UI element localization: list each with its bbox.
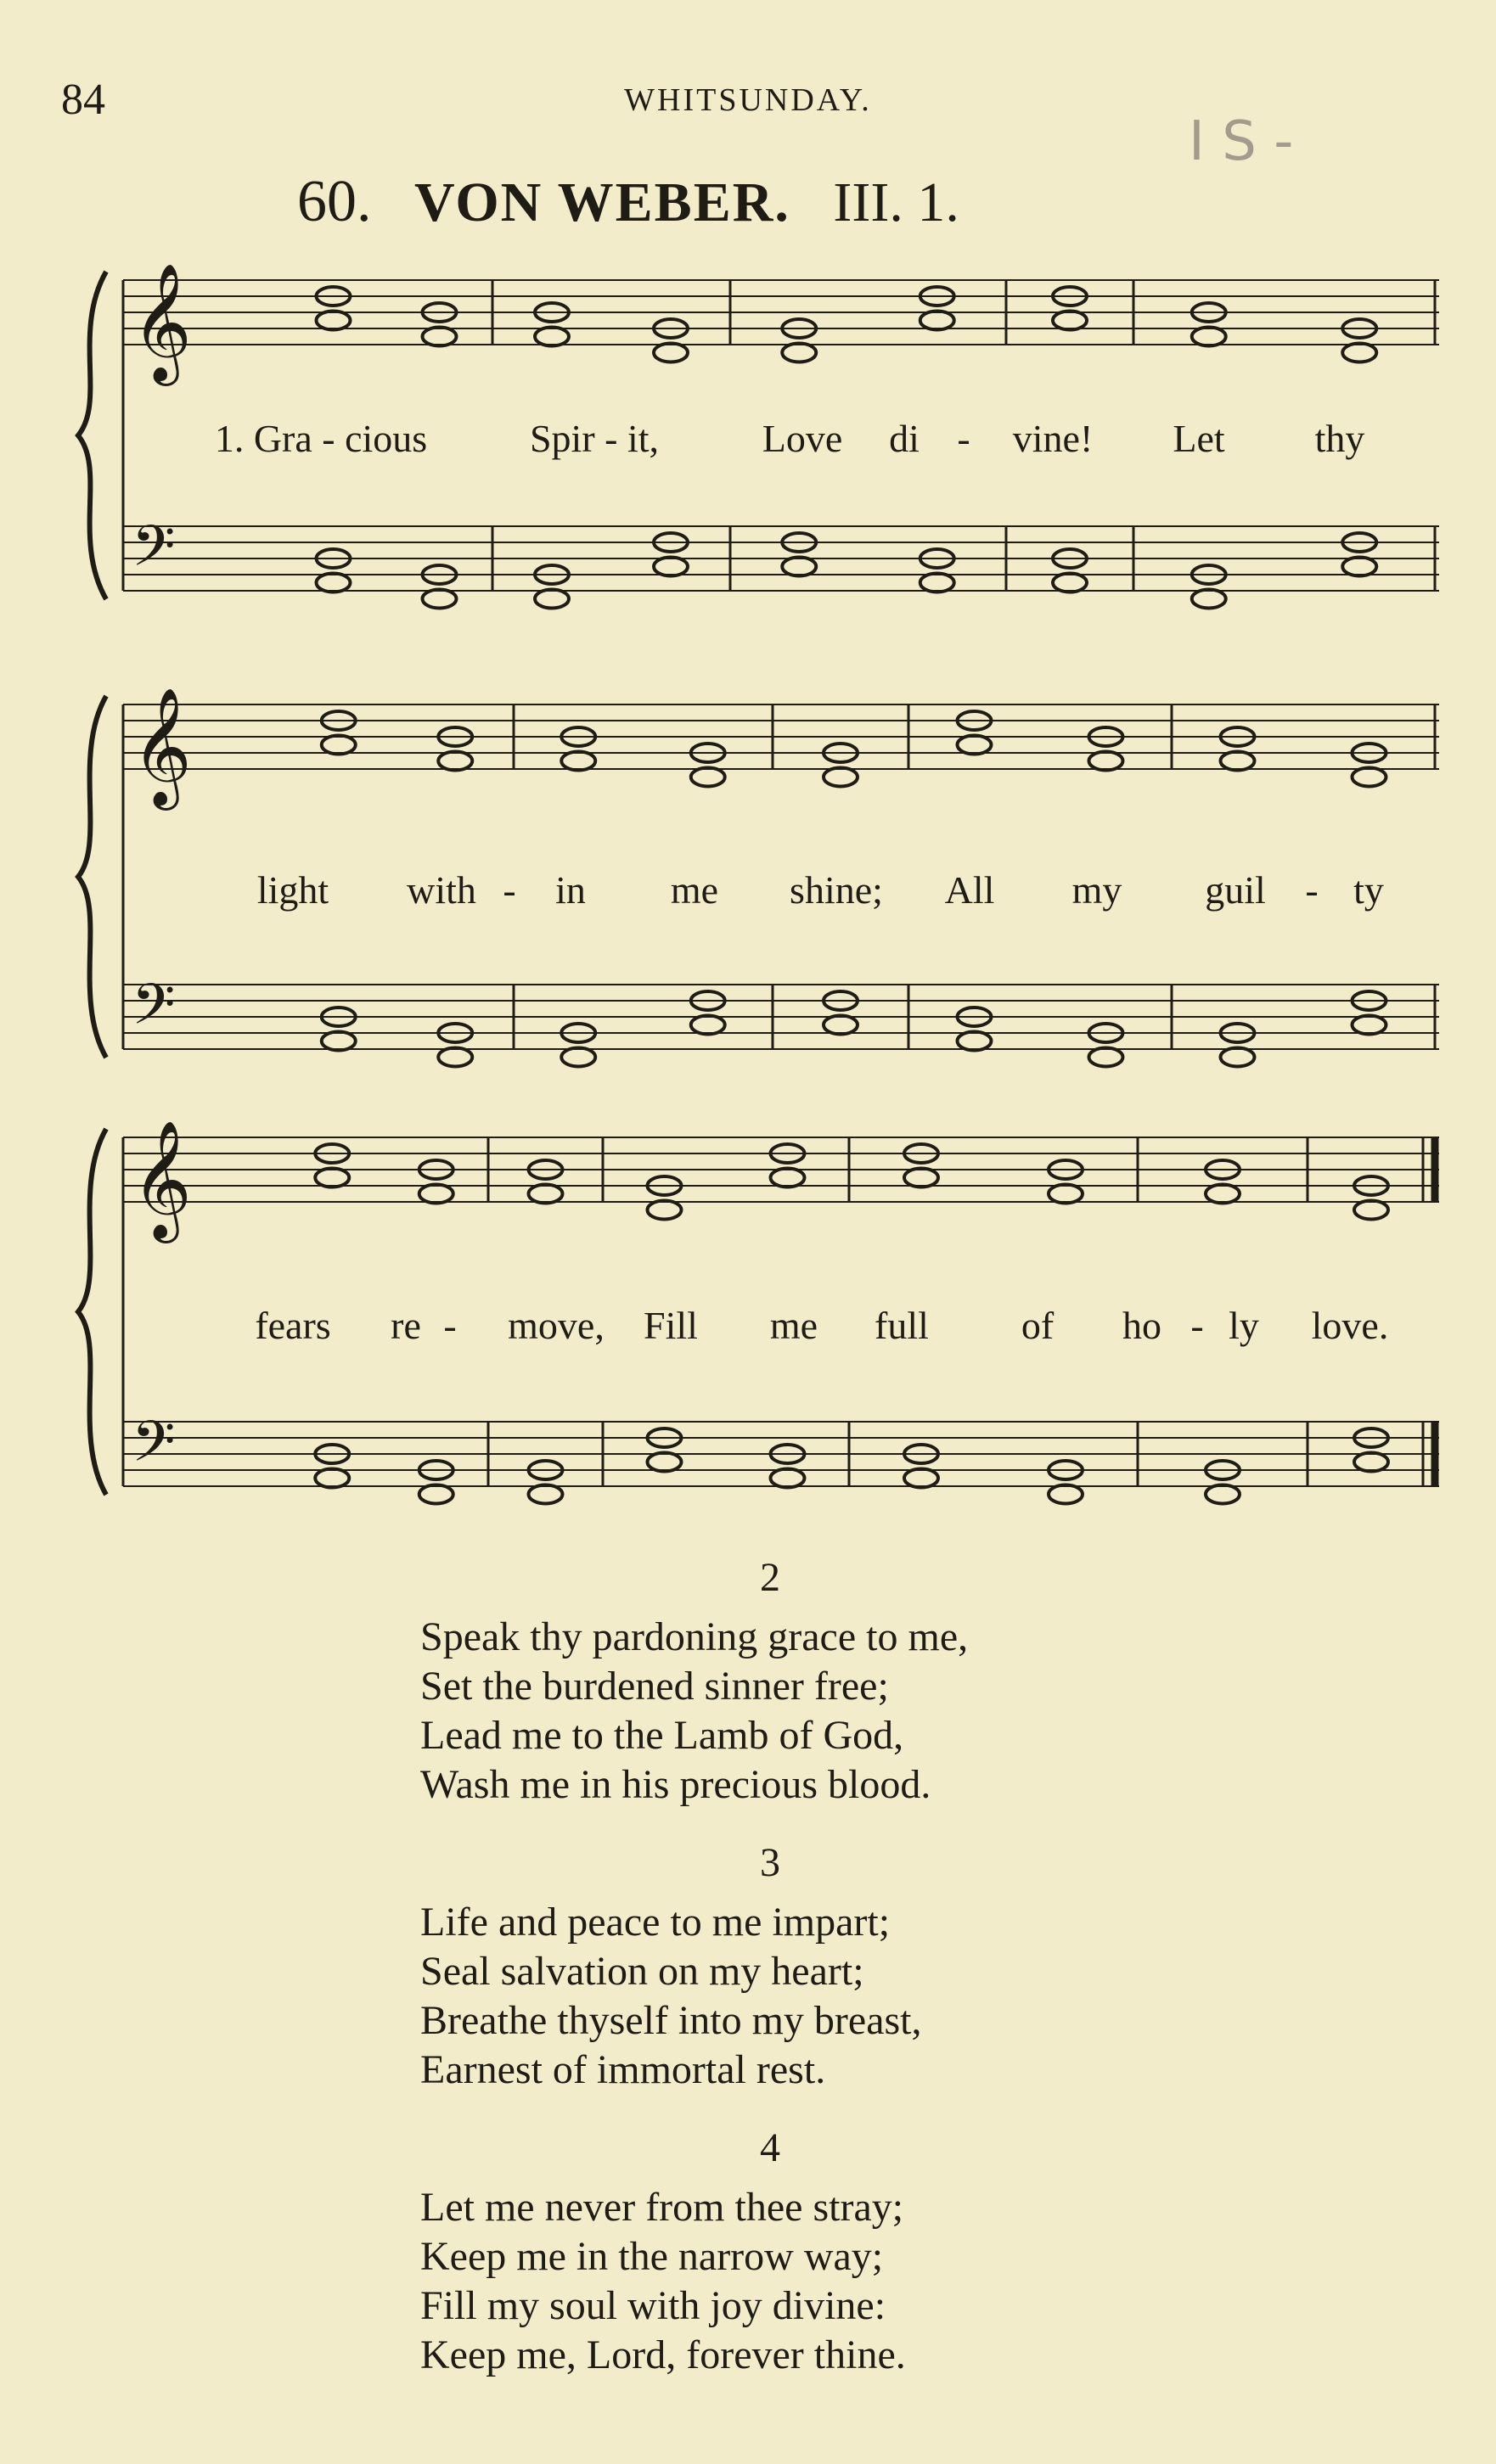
note-head <box>958 736 992 755</box>
note-head <box>1354 1453 1388 1472</box>
note-head <box>317 312 351 330</box>
note-head <box>1221 1048 1255 1067</box>
pencil-annotation: I S - <box>1189 110 1294 173</box>
lyric-syllable: All <box>944 868 995 912</box>
treble-clef-icon: 𝄞 <box>132 263 192 381</box>
lyric-syllable: ty <box>1353 868 1384 912</box>
page-number: 84 <box>61 76 105 124</box>
note-head <box>535 328 569 346</box>
note-head <box>654 344 688 362</box>
lyric-syllable: ly <box>1229 1304 1259 1347</box>
note-head <box>1206 1485 1240 1504</box>
bass-clef-icon: 𝄢 <box>132 514 176 592</box>
note-head <box>1206 1185 1240 1204</box>
bass-clef-icon: 𝄢 <box>132 972 176 1051</box>
lyric-syllable: with <box>407 868 476 912</box>
lyrics-system-3 <box>0 1303 1496 1354</box>
lyric-syllable: move, <box>508 1304 605 1347</box>
note-head <box>691 1016 725 1035</box>
verse-line: Set the burdened sinner free; <box>420 1664 889 1709</box>
note-head <box>535 590 569 609</box>
tune-name: VON WEBER. <box>414 171 790 233</box>
treble-clef-icon: 𝄞 <box>132 688 192 805</box>
note-head <box>1353 1016 1386 1035</box>
note-head <box>1354 1201 1388 1220</box>
note-head <box>654 558 688 576</box>
lyric-syllable: thy <box>1314 417 1365 460</box>
note-head <box>423 328 457 346</box>
lyrics-system-2 <box>0 867 1496 918</box>
bass-clef-icon: 𝄢 <box>132 1409 176 1488</box>
note-head <box>648 1453 682 1472</box>
lyric-syllable: 1. Gra - cious <box>214 417 428 460</box>
note-head <box>438 1048 472 1067</box>
note-head <box>771 1469 805 1488</box>
verse-line: Earnest of immortal rest. <box>420 2047 826 2092</box>
verse-line: Breathe thyself into my breast, <box>420 1998 922 2043</box>
lyric-syllable: Fill <box>644 1304 698 1347</box>
note-head <box>438 752 472 771</box>
lyric-syllable: - <box>957 417 970 460</box>
lyric-syllable: my <box>1071 868 1122 912</box>
note-head <box>1049 1485 1083 1504</box>
verses <box>420 1553 1184 2409</box>
note-head <box>1342 558 1376 576</box>
lyric-syllable: Let <box>1173 417 1225 460</box>
note-head <box>782 558 816 576</box>
verse-line: Wash me in his precious blood. <box>420 1762 931 1807</box>
lyric-syllable: di <box>889 417 920 460</box>
note-head <box>1221 752 1255 771</box>
verse-line: Keep me in the narrow way; <box>420 2234 884 2279</box>
verse-line: Keep me, Lord, forever thine. <box>420 2332 906 2377</box>
treble-clef-icon: 𝄞 <box>132 1120 192 1238</box>
hymn-number: 60. <box>297 169 372 234</box>
verse: 3 Life and peace to me impart; Seal salvation on my heart; Breathe thyself into my breast, Earnest of immortal rest. <box>420 1838 1184 2095</box>
verse-line: Lead me to the Lamb of God, <box>420 1713 904 1758</box>
lyric-syllable: light <box>256 868 329 912</box>
lyric-syllable: full <box>875 1304 929 1347</box>
lyric-syllable: - <box>1190 1304 1204 1347</box>
lyric-syllable: of <box>1021 1304 1055 1347</box>
note-head <box>1353 768 1386 787</box>
note-head <box>423 590 457 609</box>
verse: 2 Speak thy pardoning grace to me, Set the burdened sinner free; Lead me to the Lamb of God, Wash me in his precious blood. <box>420 1553 1184 1810</box>
running-head: WHITSUNDAY. <box>624 82 872 118</box>
note-head <box>561 752 595 771</box>
verse-line: Let me never from thee stray; <box>420 2185 904 2230</box>
note-head <box>1342 344 1376 362</box>
note-head <box>1192 590 1226 609</box>
note-head <box>1049 1185 1083 1204</box>
note-head <box>1089 1048 1123 1067</box>
lyric-syllable: fears <box>255 1304 331 1347</box>
note-head <box>322 1032 356 1051</box>
lyric-syllable: shine; <box>790 868 883 912</box>
note-head <box>315 1169 349 1187</box>
note-head <box>824 768 858 787</box>
note-head <box>1089 752 1123 771</box>
note-head <box>1192 328 1226 346</box>
note-head <box>691 768 725 787</box>
verse: 4 Let me never from thee stray; Keep me in the narrow way; Fill my soul with joy divine: Keep me, Lord, forever thine. <box>420 2124 1184 2380</box>
lyric-syllable: me <box>670 868 719 912</box>
lyric-syllable: ho <box>1122 1304 1161 1347</box>
note-head <box>648 1201 682 1220</box>
lyric-syllable: re <box>391 1304 421 1347</box>
note-head <box>782 344 816 362</box>
lyric-syllable: - <box>503 868 516 912</box>
note-head <box>561 1048 595 1067</box>
note-head <box>920 574 954 592</box>
note-head <box>920 312 954 330</box>
note-head <box>419 1485 453 1504</box>
verse-line: Speak thy pardoning grace to me, <box>420 1614 969 1659</box>
lyrics-system-1 <box>0 416 1496 467</box>
note-head <box>771 1169 805 1187</box>
lyric-syllable: love. <box>1311 1304 1389 1347</box>
note-head <box>529 1185 563 1204</box>
note-head <box>529 1485 563 1504</box>
lyric-syllable: Spir - it, <box>529 417 660 460</box>
lyric-syllable: Love <box>762 417 843 460</box>
meter: III. 1. <box>833 171 959 233</box>
verse-line: Life and peace to me impart; <box>420 1900 891 1945</box>
note-head <box>419 1185 453 1204</box>
lyric-syllable: vine! <box>1012 417 1094 460</box>
lyric-syllable: me <box>769 1304 818 1347</box>
note-head <box>824 1016 858 1035</box>
note-head <box>1053 574 1087 592</box>
lyric-syllable: - <box>443 1304 457 1347</box>
lyric-syllable: guil <box>1205 868 1266 912</box>
note-head <box>958 1032 992 1051</box>
lyric-syllable: - <box>1305 868 1319 912</box>
note-head <box>315 1469 349 1488</box>
note-head <box>317 574 351 592</box>
note-head <box>904 1169 938 1187</box>
note-head <box>1053 312 1087 330</box>
note-head <box>322 736 356 755</box>
verse-line: Seal salvation on my heart; <box>420 1949 864 1994</box>
lyric-syllable: in <box>555 868 586 912</box>
note-head <box>904 1469 938 1488</box>
verse-line: Fill my soul with joy divine: <box>420 2283 886 2328</box>
